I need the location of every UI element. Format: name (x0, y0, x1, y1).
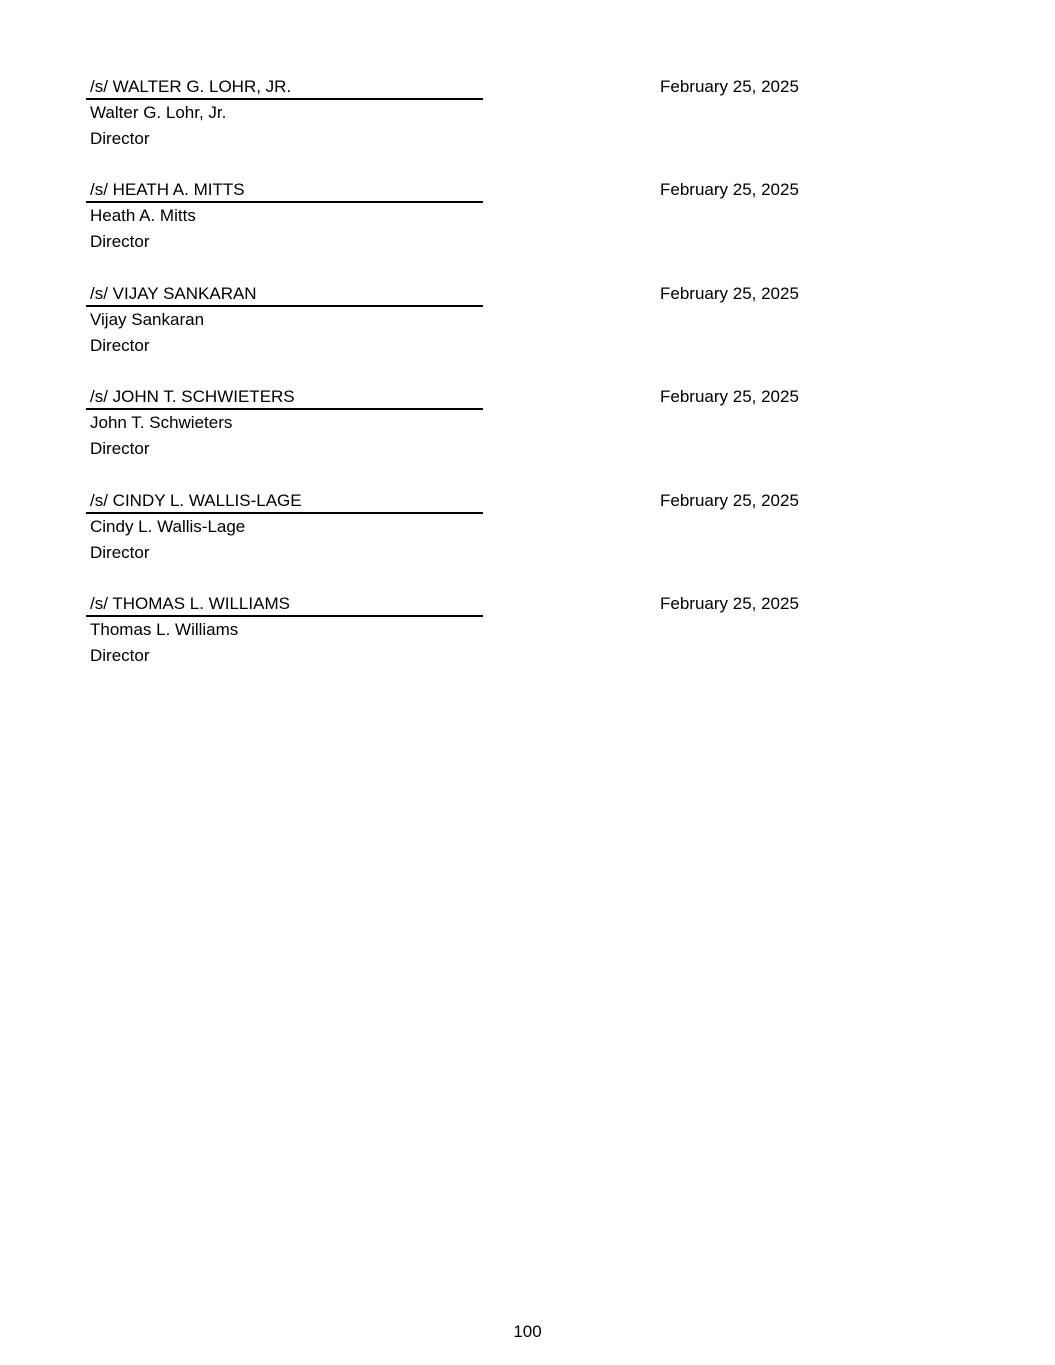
signature-date: February 25, 2025 (660, 491, 799, 510)
signature-date: February 25, 2025 (660, 77, 799, 96)
signature-date: February 25, 2025 (660, 180, 799, 199)
signature-date: February 25, 2025 (660, 284, 799, 303)
signer-name: John T. Schwieters (90, 413, 233, 432)
signer-name: Thomas L. Williams (90, 620, 239, 639)
signature-block (86, 282, 806, 372)
signer-title: Director (90, 129, 150, 148)
signature-text: /s/ THOMAS L. WILLIAMS (90, 594, 290, 613)
signature-line (86, 592, 483, 617)
signer-name: Cindy L. Wallis-Lage (90, 517, 246, 536)
signature-block (86, 178, 806, 268)
signer-title: Director (90, 543, 150, 562)
signature-line (86, 489, 483, 514)
signature-line (86, 75, 483, 100)
signature-line (86, 385, 483, 410)
signature-block (86, 489, 806, 579)
page-number: 100 (513, 1322, 542, 1341)
signer-name: Heath A. Mitts (90, 206, 196, 225)
signature-text: /s/ VIJAY SANKARAN (90, 284, 257, 303)
signature-line (86, 282, 483, 307)
signature-block (86, 385, 806, 475)
signature-text: /s/ WALTER G. LOHR, JR. (90, 77, 292, 96)
signer-title: Director (90, 232, 150, 251)
signature-text: /s/ JOHN T. SCHWIETERS (90, 387, 295, 406)
signature-date: February 25, 2025 (660, 387, 799, 406)
signer-name: Vijay Sankaran (90, 310, 205, 329)
signer-title: Director (90, 439, 150, 458)
signature-date: February 25, 2025 (660, 594, 799, 613)
signer-title: Director (90, 336, 150, 355)
signer-name: Walter G. Lohr, Jr. (90, 103, 227, 122)
signature-text: /s/ CINDY L. WALLIS-LAGE (90, 491, 302, 510)
signature-block (86, 75, 806, 165)
signer-title: Director (90, 646, 150, 665)
signature-text: /s/ HEATH A. MITTS (90, 180, 245, 199)
signature-line (86, 178, 483, 203)
signature-block (86, 592, 806, 682)
